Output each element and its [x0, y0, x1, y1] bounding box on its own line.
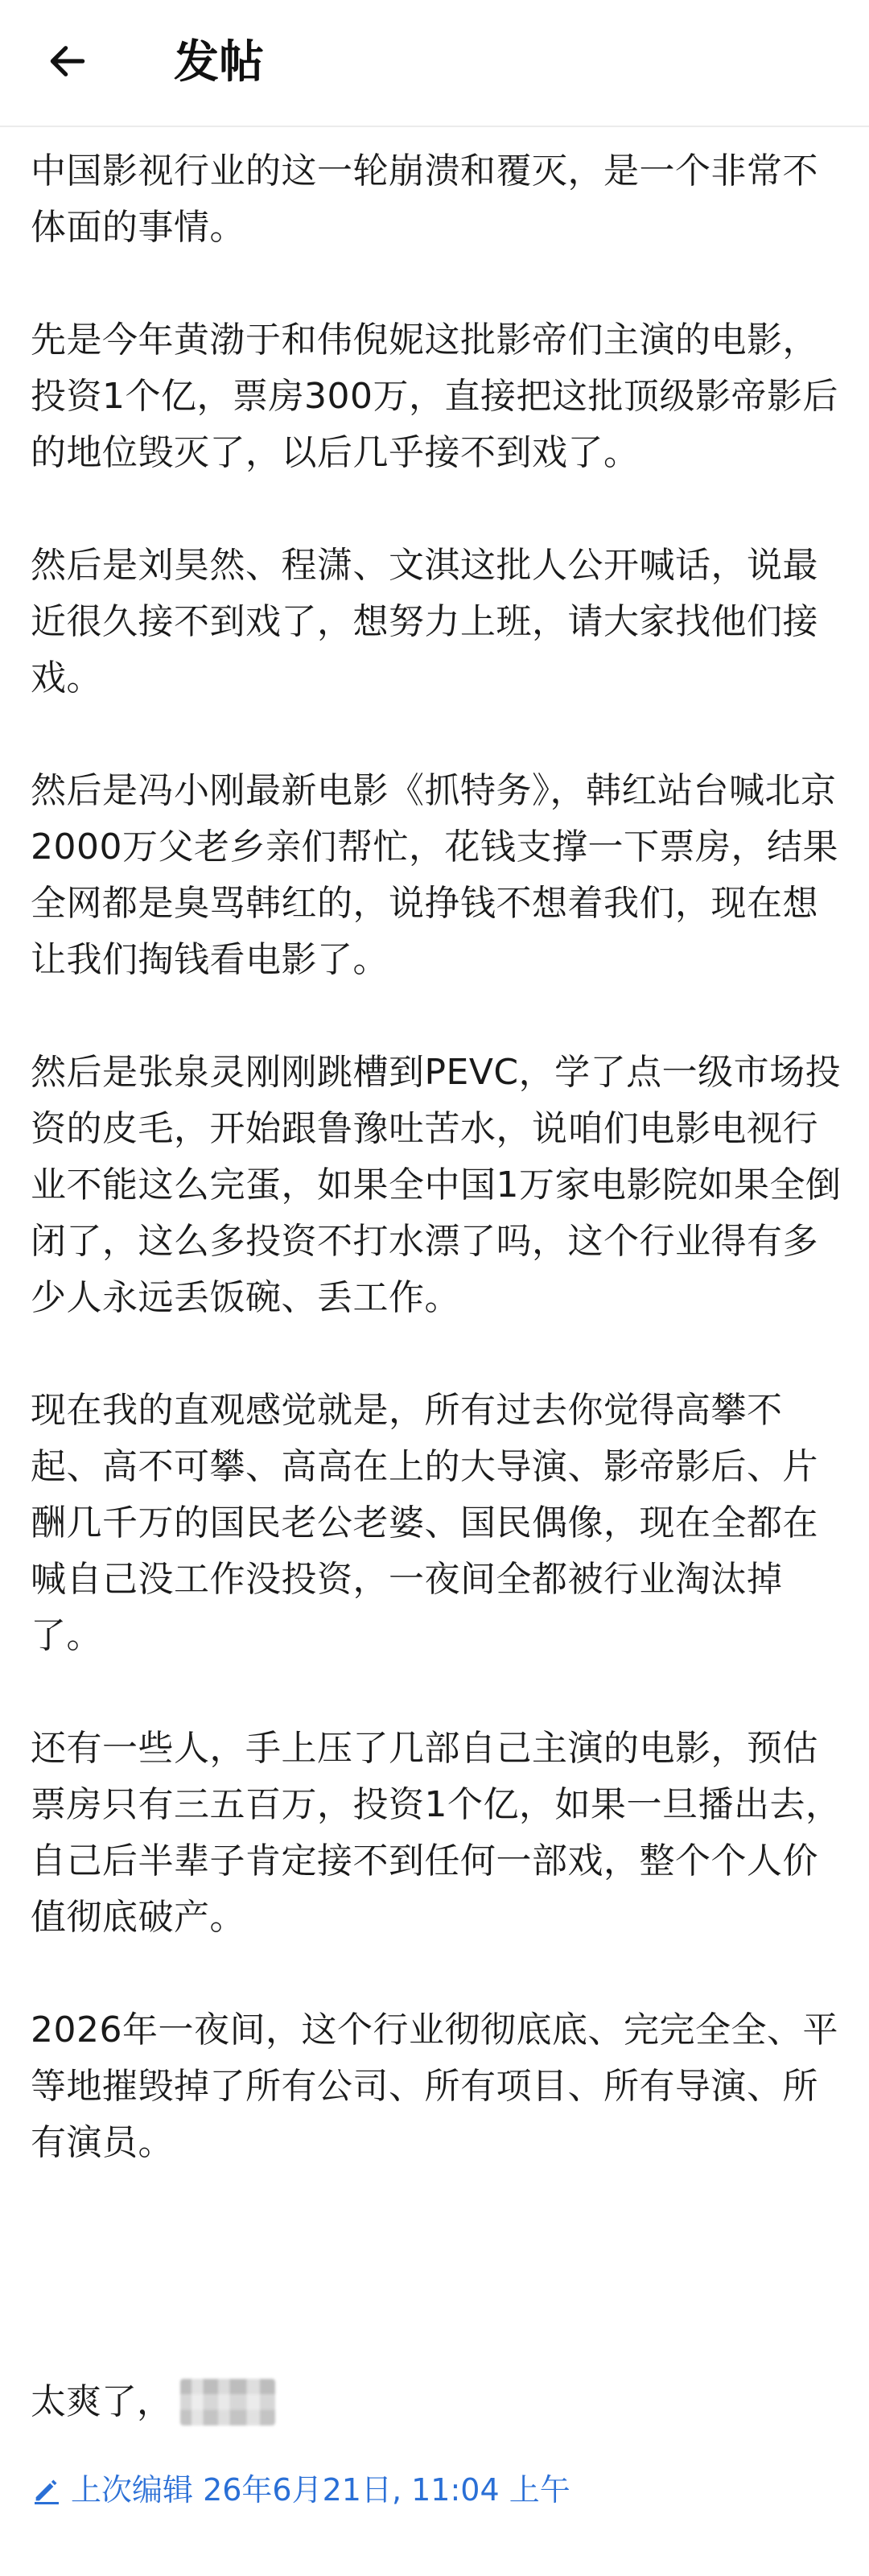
arrow-left-icon: [45, 39, 90, 84]
post-paragraph: 然后是张泉灵刚刚跳槽到PEVC，学了点一级市场投资的皮毛，开始跟鲁豫吐苦水，说咱们电影电视行业不能这么完蛋，如果全中国1万家电影院如果全倒闭了，这么多投资不打水漂了吗，这个行业得有多少人永远丢饭碗、丢工作。: [31, 1052, 842, 1318]
back-button[interactable]: [42, 35, 93, 87]
post-paragraph: 还有一些人，手上压了几部自己主演的电影，预估票房只有三五百万，投资1个亿，如果一旦播出去，自己后半辈子肯定接不到任何一部戏，整个个人价值彻底破产。: [31, 1728, 842, 1938]
post-paragraph: 现在我的直观感觉就是，所有过去你觉得高攀不起、高不可攀、高高在上的大导演、影帝影后、片酬几千万的国民老公老婆、国民偶像，现在全都在喊自己没工作没投资，一夜间全都被行业淘汰掉了。: [31, 1390, 818, 1656]
post-paragraph: 然后是刘昊然、程潇、文淇这批人公开喊话，说最近很久接不到戏了，想努力上班，请大家找他们接戏。: [31, 545, 818, 699]
top-bar: [0, 0, 869, 127]
post-paragraph: 先是今年黄渤于和伟倪妮这批影帝们主演的电影，投资1个亿，票房300万，直接把这批顶级影帝影后的地位毁灭了，以后几乎接不到戏了。: [31, 319, 838, 473]
last-edited-text: 上次编辑 26年6月21日, 11:04 上午: [71, 2472, 570, 2508]
page-title: 发帖: [174, 36, 264, 89]
redacted-mosaic: [180, 2379, 275, 2426]
post-paragraph: 中国影视行业的这一轮崩溃和覆灭，是一个非常不体面的事情。: [31, 150, 818, 248]
post-paragraph: 2026年一夜间，这个行业彻彻底底、完完全全、平等地摧毁掉了所有公司、所有项目、所有导演、所有演员。: [31, 2009, 838, 2163]
post-closing: [31, 2374, 275, 2430]
closing-text: 太爽了，: [31, 2381, 172, 2422]
post-paragraph: 然后是冯小刚最新电影《抓特务》，韩红站台喊北京2000万父老乡亲们帮忙，花钱支撑一下票房，结果全网都是臭骂韩红的，说挣钱不想着我们，现在想让我们掏钱看电影了。: [31, 770, 838, 980]
pencil-icon: [31, 2474, 63, 2506]
last-edited-link[interactable]: [31, 2466, 570, 2514]
post-body: [31, 143, 843, 2228]
